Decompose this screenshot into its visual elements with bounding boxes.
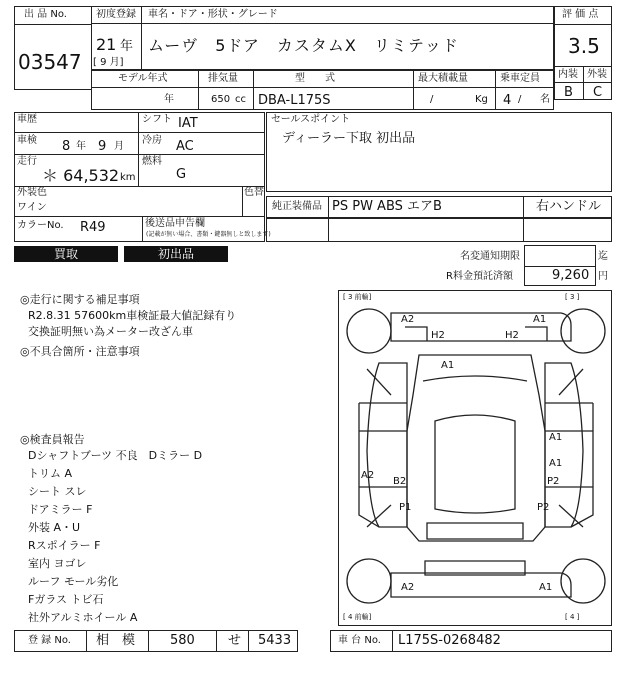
inspection-month: 9 [98, 139, 107, 154]
mileage-label: 走行 [17, 156, 37, 167]
model-year-label: モデル年式 [118, 73, 168, 84]
mark-a2-top: A2 [401, 314, 415, 325]
exterior-grade: C [593, 85, 603, 100]
inspection-year-unit: 年 [76, 141, 86, 152]
aftermarket-note: (記載が無い場合、書類・鍵器無しと致します) [146, 231, 271, 238]
steering-value: 右ハンドル [536, 199, 602, 214]
mark-a2-l: A2 [361, 470, 375, 481]
mileage-value: ＊ 64,532 [42, 166, 120, 185]
color-no-value: R49 [80, 220, 106, 235]
reg-label: 登 録 No. [28, 635, 71, 646]
mark-a1-top: A1 [533, 314, 547, 325]
mark-h2-right: H2 [505, 330, 519, 341]
fuel-label: 燃料 [142, 156, 162, 167]
car-name: ムーヴ 5ドア カスタムX リミテッド [148, 36, 459, 55]
chassis-value: L175S-0268482 [398, 633, 501, 648]
mark-a1-bottom: A1 [539, 582, 553, 593]
interior-label: 内装 [558, 69, 578, 80]
capacity-value: 4 [503, 93, 512, 108]
defect-title: ◎不具合箇所・注意事項 [20, 345, 140, 358]
ext-color-value: ワイン [17, 202, 47, 213]
car-outline [339, 291, 611, 625]
reg-year-unit: 年 [120, 39, 134, 54]
score-value: 3.5 [568, 34, 600, 58]
color-no-label: カラーNo. [17, 220, 64, 231]
inspector-title: ◎検査員報告 [20, 433, 85, 446]
notice-label: 名変通知期限 [460, 251, 520, 262]
sales-point-value: ディーラー下取 初出品 [282, 131, 416, 146]
type-label: 型 式 [295, 73, 335, 84]
corner-bl: [ 4 前輪] [343, 613, 372, 621]
mark-p2-rr: P2 [537, 502, 550, 513]
corner-tl: [ 3 前輪] [343, 293, 372, 301]
mark-p1-l: P1 [399, 502, 412, 513]
inspector-line: シート スレ [28, 485, 87, 498]
history-label: 車歴 [17, 114, 37, 125]
reg-class: 580 [170, 633, 195, 648]
ac-label: 冷房 [142, 135, 162, 146]
lot-label: 出 品 No. [24, 9, 67, 20]
displacement-label: 排気量 [208, 73, 238, 84]
recycle-value: 9,260 [552, 268, 590, 283]
ac-value: AC [176, 139, 194, 154]
inspection-month-unit: 月 [114, 141, 124, 152]
supplement-title: ◎走行に関する補足事項 [20, 293, 140, 306]
shift-label: シフト [142, 114, 172, 125]
model-year-unit: 年 [164, 94, 174, 105]
max-load-sep: / [430, 94, 434, 105]
mark-a1-r1: A1 [549, 432, 563, 443]
score-label: 評 価 点 [562, 9, 599, 20]
blank-row [266, 218, 612, 242]
reg-month: [ 9 月] [93, 57, 124, 68]
displacement-value: 650 [211, 94, 231, 105]
inspector-line: トリム A [28, 467, 73, 480]
displacement-unit: cc [235, 94, 246, 105]
lot-number: 03547 [18, 50, 82, 74]
first-listing-badge: 初出品 [124, 246, 228, 262]
car-diagram [338, 290, 612, 626]
supplement-line-2: 交換証明無い為メーター改ざん車 [28, 325, 193, 338]
mark-b2-l: B2 [393, 476, 407, 487]
reg-number: 5433 [258, 633, 292, 648]
aftermarket-label: 後送品申告欄 [145, 218, 205, 229]
exterior-label: 外装 [587, 69, 607, 80]
fuel-value: G [176, 167, 187, 182]
notice-box [524, 245, 596, 267]
shift-value: IAT [178, 116, 198, 131]
interior-grade: B [564, 85, 573, 100]
name-label: 車名・ドア・形状・グレード [148, 9, 278, 20]
equipment-value: PS PW ABS エアB [332, 199, 442, 214]
supplement-line-1: R2.8.31 57600km車検証最大値記録有り [28, 309, 237, 322]
notice-unit: 迄 [598, 251, 608, 262]
reg-kana: せ [228, 633, 242, 648]
ext-color-label: 外装色 [17, 187, 47, 198]
corner-br: [ 4 ] [565, 613, 580, 621]
inspector-line: ルーフ モール劣化 [28, 575, 119, 588]
reg-year: 21 [96, 35, 117, 54]
chassis-label: 車 台 No. [338, 635, 381, 646]
recycle-label: R料金預託済額 [446, 271, 513, 282]
reg-area: 相 模 [96, 633, 136, 648]
inspector-line: 外装 A・U [28, 521, 81, 534]
inspector-line: Rスポイラー F [28, 539, 101, 552]
sales-point-label: セールスポイント [271, 114, 351, 125]
inspector-line: 室内 ヨゴレ [28, 557, 87, 570]
max-load-unit: Kg [475, 94, 488, 105]
capacity-label: 乗車定員 [500, 73, 540, 84]
inspection-year: 8 [62, 139, 71, 154]
mark-p2-r: P2 [547, 476, 560, 487]
equipment-label: 純正装備品 [272, 201, 322, 212]
capacity-sep: / [518, 94, 522, 105]
inspection-label: 車検 [17, 135, 37, 146]
corner-tr: [ 3 ] [565, 293, 580, 301]
inspector-line: 社外アルミホイール A [28, 611, 138, 624]
buy-badge: 買取 [14, 246, 118, 262]
max-load-label: 最大積載量 [418, 73, 468, 84]
inspector-line: Dシャフトブーツ 不良 Dミラー D [28, 449, 203, 462]
inspector-line: Fガラス トビ石 [28, 593, 104, 606]
mark-a1-r2: A1 [549, 458, 563, 469]
mark-a2-bottom: A2 [401, 582, 415, 593]
recycle-unit: 円 [598, 271, 608, 282]
capacity-unit: 名 [540, 94, 550, 105]
color-change-label: 色替 [244, 187, 264, 198]
first-reg-label: 初度登録 [96, 9, 136, 20]
inspector-line: ドアミラー F [28, 503, 93, 516]
mark-a1-hood: A1 [441, 360, 455, 371]
mark-h2-left: H2 [431, 330, 445, 341]
mileage-unit: km [120, 172, 136, 183]
type-value: DBA-L175S [258, 93, 331, 108]
